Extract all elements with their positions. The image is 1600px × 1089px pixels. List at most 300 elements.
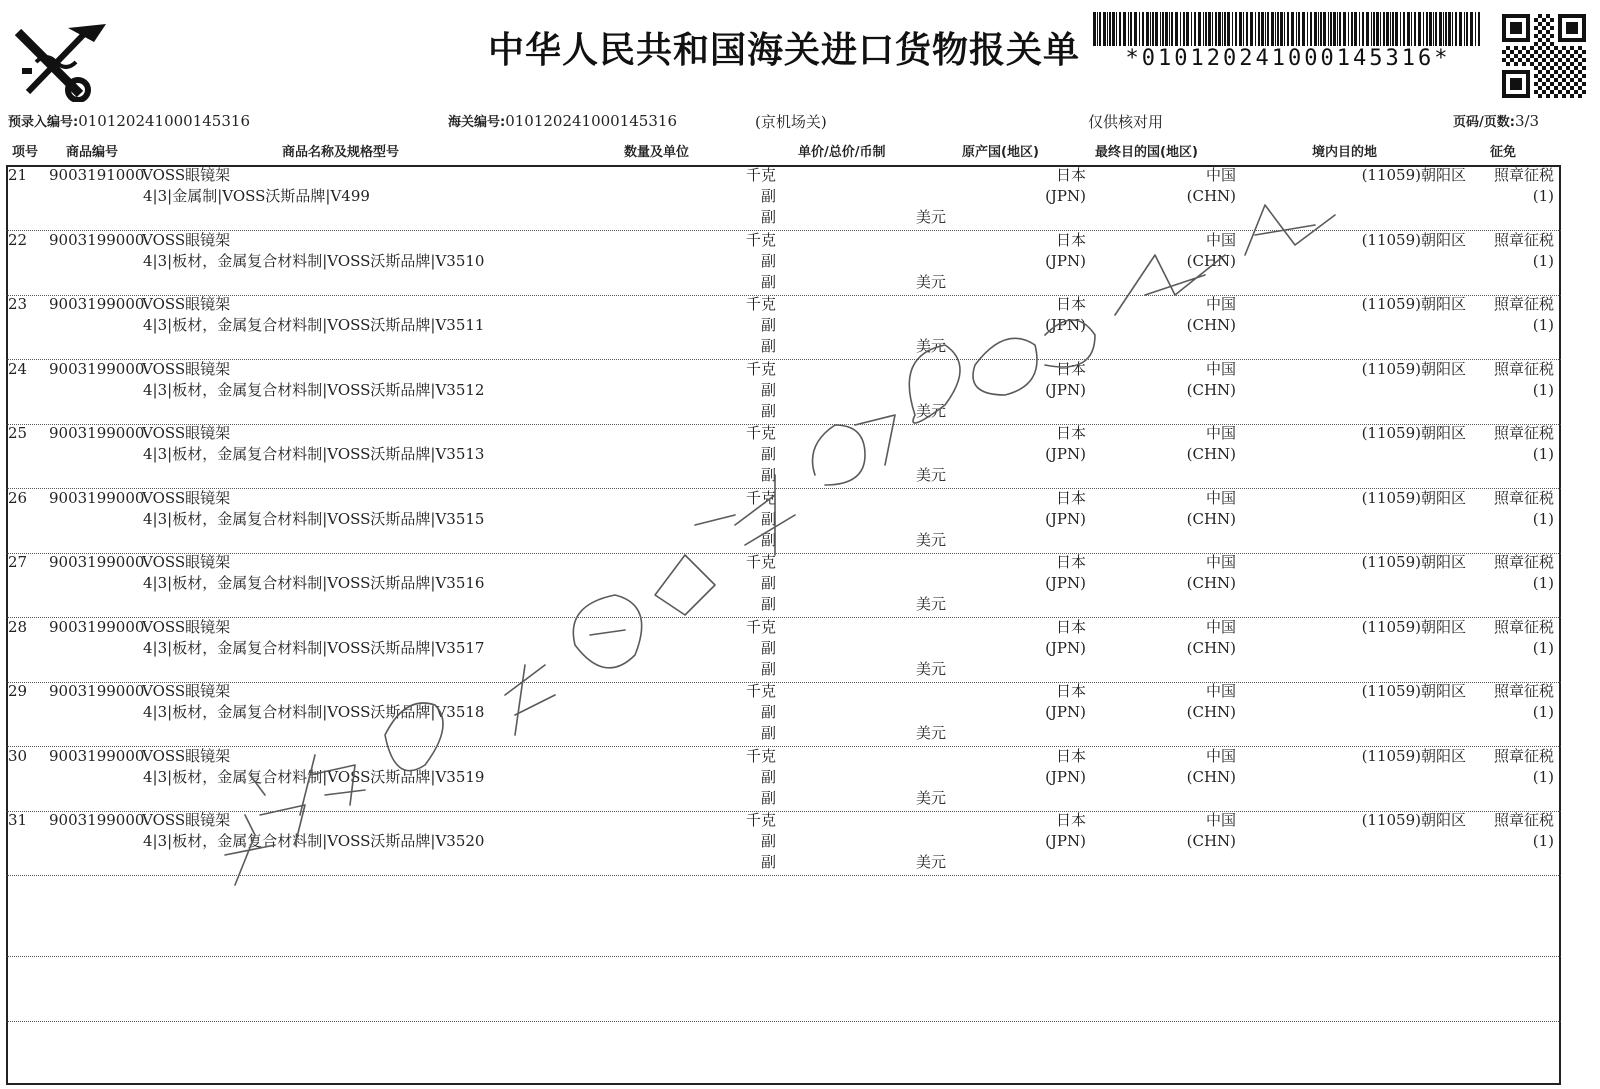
qr-module [1554,94,1558,98]
barcode-bar [1333,12,1336,46]
qr-module [1542,66,1546,70]
qr-module [1502,58,1506,62]
barcode-bar [1418,12,1421,46]
commodity-code: 9003199000 [49,617,145,636]
barcode-bar [1433,12,1434,46]
qr-module [1546,38,1550,42]
unit-kg: 千克 [745,359,776,378]
qr-module [1534,66,1538,70]
qr-module [1502,50,1506,54]
table-row [6,746,1561,812]
barcode-bar [1429,12,1432,46]
origin-code: (JPN) [1045,251,1086,270]
qr-module [1530,62,1534,66]
qr-module [1558,58,1562,62]
barcode-bar [1255,12,1256,46]
qr-module [1542,26,1546,30]
qr-module [1542,58,1546,62]
origin-code: (JPN) [1045,380,1086,399]
barcode-bar [1205,12,1207,46]
domestic-destination: (11059)朝阳区 [1361,359,1466,378]
barcode-bar [1452,12,1453,46]
unit-pair-2: 副 [760,466,776,484]
unit-pair-2: 副 [760,853,776,871]
destination-code: (CHN) [1186,380,1236,399]
barcode-bar [1112,12,1115,46]
barcode-bar [1426,12,1428,46]
currency: 美元 [915,788,946,807]
qr-module [1570,46,1574,50]
barcode-bar [1258,12,1260,46]
barcode-bar [1318,12,1319,46]
barcode-bar [1439,12,1442,46]
qr-module [1578,54,1582,58]
item-no: 28 [8,617,28,636]
qr-module [1538,14,1542,18]
commodity-name: VOSS眼镜架 [142,230,231,249]
qr-module [1534,74,1538,78]
table-row [6,359,1561,425]
levy-method: 照章征税 [1493,553,1554,571]
domestic-destination: (11059)朝阳区 [1361,295,1466,313]
barcode-bar [1284,12,1285,46]
col-origin: 原产国(地区) [962,145,1039,160]
qr-module [1506,54,1510,58]
barcode-bar [1152,12,1154,46]
verification-note: 仅供核对用 [1088,113,1164,131]
destination-country: 中国 [1205,746,1236,765]
item-no: 29 [8,682,28,700]
qr-module [1538,22,1542,26]
barcode-bar [1191,12,1192,46]
qr-module [1558,82,1562,86]
qr-module [1578,78,1582,82]
barcode-bar [1261,12,1264,46]
col-destination: 最终目的国(地区) [1095,145,1198,160]
currency: 美元 [915,724,946,742]
unit-kg: 千克 [745,682,776,700]
barcode-bar [1186,12,1189,46]
qr-module [1550,34,1554,38]
commodity-code: 9003199000 [49,811,145,829]
domestic-destination: (11059)朝阳区 [1361,617,1466,636]
qr-module [1514,54,1518,58]
qr-module [1554,62,1558,66]
qr-module [1550,82,1554,86]
qr-module [1554,70,1558,74]
levy-code: (1) [1532,187,1554,205]
origin-country: 日本 [1055,230,1086,249]
commodity-spec: 4|3|板材，金属复合材料制|VOSS沃斯品牌|V3512 [143,380,485,399]
qr-module [1554,78,1558,82]
barcode-bar [1123,12,1126,46]
barcode-bar [1383,12,1385,46]
qr-module [1530,54,1534,58]
barcode-bar [1390,12,1391,46]
unit-pair: 副 [760,380,776,399]
table-row [6,294,1561,360]
barcode-bar [1119,12,1121,46]
qr-module [1526,50,1530,54]
qr-module [1506,46,1510,50]
barcode [1093,12,1483,50]
qr-module [1546,94,1550,98]
levy-code: (1) [1532,832,1554,850]
qr-module [1538,86,1542,90]
empty-row-divider [6,1021,1561,1022]
commodity-name: VOSS眼镜架 [142,488,231,507]
barcode-bar [1464,12,1465,46]
customs-number: 海关编号:010120241000145316 [448,112,677,130]
commodity-spec: 4|3|板材，金属复合材料制|VOSS沃斯品牌|V3515 [143,509,485,528]
qr-module [1582,82,1586,86]
qr-module [1546,22,1550,26]
barcode-bar [1160,12,1161,46]
barcode-bar [1093,12,1096,46]
qr-module [1546,14,1550,18]
qr-module [1550,90,1554,94]
qr-module [1558,66,1562,70]
barcode-bar [1246,12,1248,46]
origin-country: 日本 [1055,811,1086,829]
qr-module [1546,54,1550,58]
unit-pair-2: 副 [760,659,776,678]
qr-module [1534,26,1538,30]
destination-code: (CHN) [1186,767,1236,786]
destination-code: (CHN) [1186,187,1236,205]
destination-country: 中国 [1205,359,1236,378]
table-row [6,488,1561,554]
barcode-bar [1351,12,1353,46]
barcode-bar [1243,12,1244,46]
barcode-bar [1134,12,1137,46]
barcode-bar [1323,12,1326,46]
barcode-bar [1407,12,1410,46]
commodity-spec: 4|3|板材，金属复合材料制|VOSS沃斯品牌|V3510 [143,251,485,270]
qr-module [1566,66,1570,70]
barcode-bar [1128,12,1129,46]
domestic-destination: (11059)朝阳区 [1361,166,1466,184]
qr-module [1582,90,1586,94]
barcode-bar [1155,12,1158,46]
barcode-bar [1280,12,1283,46]
qr-module [1558,50,1562,54]
page-indicator: 页码/页数:3/3 [1453,112,1540,130]
barcode-bar [1169,12,1170,46]
barcode-bar [1443,12,1444,46]
qr-module [1570,94,1574,98]
barcode-bar [1142,12,1144,46]
qr-module [1582,50,1586,54]
qr-module [1582,74,1586,78]
qr-module [1542,50,1546,54]
origin-code: (JPN) [1045,832,1086,850]
unit-pair: 副 [760,251,776,270]
barcode-bar [1310,12,1312,46]
currency: 美元 [915,337,946,355]
item-no: 30 [8,746,28,765]
unit-pair-2: 副 [760,337,776,355]
unit-kg: 千克 [745,230,776,249]
qr-module [1570,54,1574,58]
commodity-spec: 4|3|金属制|VOSS沃斯品牌|V499 [143,187,370,205]
origin-country: 日本 [1055,553,1086,571]
currency: 美元 [915,595,946,613]
barcode-bar [1445,12,1447,46]
commodity-name: VOSS眼镜架 [142,424,231,442]
qr-module [1578,86,1582,90]
qr-module [1550,18,1554,22]
destination-code: (CHN) [1186,574,1236,592]
qr-module [1542,74,1546,78]
qr-finder [1510,78,1522,90]
unit-pair: 副 [760,767,776,786]
qr-module [1538,70,1542,74]
origin-code: (JPN) [1045,187,1086,205]
barcode-bar [1239,12,1242,46]
barcode-text: *010120241000145316* [1125,46,1451,71]
unit-pair: 副 [760,316,776,334]
qr-module [1550,66,1554,70]
barcode-bar [1320,12,1322,46]
qr-module [1542,42,1546,46]
commodity-name: VOSS眼镜架 [142,746,231,765]
qr-module [1578,62,1582,66]
destination-country: 中国 [1205,166,1236,184]
qr-module [1562,46,1566,50]
qr-module [1538,54,1542,58]
levy-method: 照章征税 [1493,359,1554,378]
table-row [6,165,1561,231]
qr-module [1554,86,1558,90]
destination-code: (CHN) [1186,638,1236,657]
table-row [6,552,1561,618]
barcode-bar [1215,12,1217,46]
origin-code: (JPN) [1045,703,1086,721]
barcode-bar [1208,12,1211,46]
qr-module [1534,34,1538,38]
domestic-destination: (11059)朝阳区 [1361,682,1466,700]
domestic-destination: (11059)朝阳区 [1361,746,1466,765]
unit-kg: 千克 [745,424,776,442]
origin-code: (JPN) [1045,445,1086,463]
qr-module [1546,70,1550,74]
qr-code-icon [1502,14,1586,102]
qr-module [1582,66,1586,70]
origin-country: 日本 [1055,746,1086,765]
barcode-bar [1291,12,1294,46]
commodity-name: VOSS眼镜架 [142,682,231,700]
destination-country: 中国 [1205,617,1236,636]
unit-pair-2: 副 [760,401,776,420]
unit-pair-2: 副 [760,208,776,226]
qr-module [1566,74,1570,78]
qr-module [1578,46,1582,50]
currency: 美元 [915,272,946,291]
qr-module [1566,82,1570,86]
qr-module [1554,54,1558,58]
qr-module [1546,86,1550,90]
item-no: 24 [8,359,28,378]
qr-module [1510,50,1514,54]
barcode-bar [1400,12,1401,46]
qr-module [1578,70,1582,74]
barcode-bar [1337,12,1338,46]
table-row [6,681,1561,747]
col-price: 单价/总价/币制 [798,145,886,160]
levy-code: (1) [1532,380,1554,399]
destination-code: (CHN) [1186,832,1236,850]
col-levy: 征免 [1490,145,1517,160]
barcode-bar [1371,12,1372,46]
qr-module [1542,90,1546,94]
barcode-bar [1466,12,1468,46]
barcode-bar [1455,12,1457,46]
qr-finder [1510,22,1522,34]
barcode-bar [1348,12,1349,46]
destination-country: 中国 [1205,682,1236,700]
origin-code: (JPN) [1045,574,1086,592]
qr-module [1506,62,1510,66]
barcode-bar [1354,12,1357,46]
commodity-spec: 4|3|板材，金属复合材料制|VOSS沃斯品牌|V3518 [143,703,485,721]
commodity-code: 9003199000 [49,488,145,507]
barcode-bar [1265,12,1266,46]
item-no: 25 [8,424,28,442]
qr-module [1574,66,1578,70]
barcode-bar [1271,12,1274,46]
levy-code: (1) [1532,703,1554,721]
barcode-bar [1287,12,1289,46]
commodity-code: 9003199000 [49,553,145,571]
unit-kg: 千克 [745,488,776,507]
qr-module [1538,46,1542,50]
col-quantity: 数量及单位 [624,145,690,160]
qr-module [1526,58,1530,62]
unit-pair: 副 [760,187,776,205]
barcode-bar [1275,12,1276,46]
levy-code: (1) [1532,574,1554,592]
table-row [6,617,1561,683]
qr-module [1546,46,1550,50]
origin-country: 日本 [1055,682,1086,700]
barcode-bar [1099,12,1101,46]
qr-module [1574,50,1578,54]
barcode-bar [1307,12,1308,46]
qr-module [1522,46,1526,50]
qr-module [1542,34,1546,38]
barcode-bar [1296,12,1297,46]
barcode-bar [1103,12,1106,46]
col-name-spec: 商品名称及规格型号 [282,145,400,160]
barcode-bar [1194,12,1196,46]
qr-module [1562,62,1566,66]
barcode-bar [1386,12,1389,46]
levy-method: 照章征税 [1493,424,1554,442]
levy-code: (1) [1532,251,1554,270]
barcode-bar [1165,12,1168,46]
domestic-destination: (11059)朝阳区 [1361,811,1466,829]
barcode-bar [1298,12,1300,46]
levy-method: 照章征税 [1493,746,1554,765]
origin-code: (JPN) [1045,316,1086,334]
destination-code: (CHN) [1186,251,1236,270]
barcode-bar [1232,12,1233,46]
levy-method: 照章征税 [1493,811,1554,829]
unit-pair-2: 副 [760,272,776,291]
qr-module [1566,90,1570,94]
origin-code: (JPN) [1045,509,1086,528]
commodity-spec: 4|3|板材，金属复合材料制|VOSS沃斯品牌|V3520 [143,832,485,850]
barcode-bar [1212,12,1213,46]
barcode-bar [1097,12,1098,46]
barcode-bar [1180,12,1181,46]
qr-module [1562,94,1566,98]
commodity-name: VOSS眼镜架 [142,359,231,378]
qr-module [1562,70,1566,74]
qr-module [1518,58,1522,62]
levy-method: 照章征税 [1493,295,1554,313]
qr-module [1562,86,1566,90]
item-no: 22 [8,230,28,249]
destination-code: (CHN) [1186,445,1236,463]
commodity-code: 9003199000 [49,424,145,442]
barcode-bar [1403,12,1405,46]
unit-kg: 千克 [745,295,776,313]
barcode-bar [1328,12,1329,46]
barcode-bar [1359,12,1360,46]
qr-module [1522,62,1526,66]
barcode-bar [1130,12,1132,46]
levy-method: 照章征税 [1493,166,1554,184]
barcode-bar [1218,12,1221,46]
commodity-code: 9003199000 [49,682,145,700]
barcode-bar [1362,12,1364,46]
barcode-bar [1376,12,1379,46]
origin-country: 日本 [1055,359,1086,378]
unit-pair: 副 [760,832,776,850]
qr-module [1574,90,1578,94]
qr-module [1554,46,1558,50]
unit-kg: 千克 [745,166,776,184]
barcode-bar [1150,12,1151,46]
barcode-bar [1222,12,1223,46]
barcode-bar [1343,12,1346,46]
levy-method: 照章征税 [1493,488,1554,507]
barcode-bar [1339,12,1341,46]
barcode-bar [1414,12,1416,46]
domestic-destination: (11059)朝阳区 [1361,553,1466,571]
qr-module [1570,62,1574,66]
currency: 美元 [915,208,946,226]
barcode-bar [1380,12,1381,46]
currency: 美元 [915,401,946,420]
destination-country: 中国 [1205,295,1236,313]
qr-module [1538,62,1542,66]
commodity-spec: 4|3|板材，金属复合材料制|VOSS沃斯品牌|V3516 [143,574,485,592]
barcode-bar [1250,12,1253,46]
qr-module [1570,78,1574,82]
commodity-code: 9003199000 [49,359,145,378]
levy-method: 照章征税 [1493,617,1554,636]
barcode-bar [1171,12,1173,46]
qr-finder [1566,22,1578,34]
origin-code: (JPN) [1045,767,1086,786]
qr-module [1550,58,1554,62]
origin-code: (JPN) [1045,638,1086,657]
commodity-name: VOSS眼镜架 [142,295,231,313]
qr-module [1546,30,1550,34]
